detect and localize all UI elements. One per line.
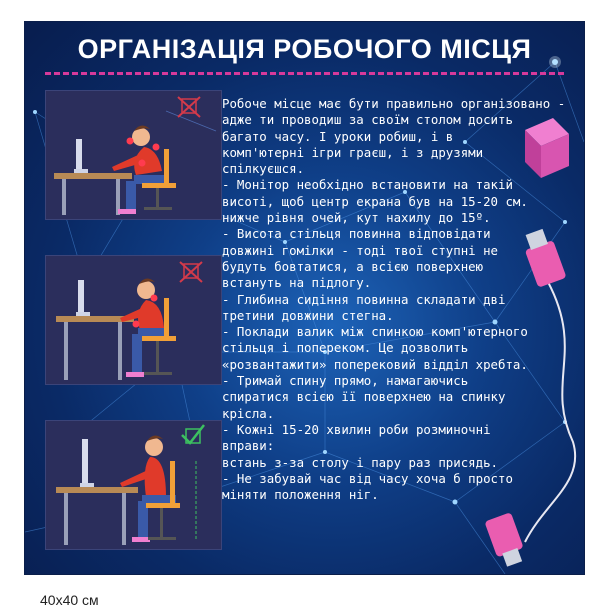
instruction-line: - Глибина сидіння повинна складати дві	[222, 291, 506, 307]
poster	[25, 22, 584, 574]
instruction-line: вправи:	[222, 438, 275, 454]
instruction-line: спиратися всією її поверхнею на спинку	[222, 389, 506, 405]
instruction-line: багато часу. І уроки робиш, і в	[222, 128, 454, 144]
instruction-line: крісла.	[222, 405, 275, 421]
poster-title: ОРГАНІЗАЦІЯ РОБОЧОГО МІСЦЯ	[77, 34, 532, 64]
instruction-line: адже ти проводиш за своїм столом досить	[222, 112, 513, 128]
instruction-line: - Кожні 15-20 хвилин роби розминочні	[222, 421, 491, 437]
instruction-line: комп'ютерні ігри граєш, і з друзями	[222, 144, 484, 160]
posture-panel-wrong-2	[45, 255, 222, 385]
posture-panel-wrong-1	[45, 90, 222, 220]
instruction-line: стільця і поперeком. Це дозволить	[222, 340, 469, 356]
instruction-line: - Поклади валик між спинкою комп'ютерного	[222, 324, 528, 340]
instruction-line: довжині гомілки - тоді твої ступні не	[222, 242, 499, 258]
instruction-line: Робоче місце має бути правильно організовано -	[222, 96, 566, 111]
instruction-line: - Висота стільця повинна відповідати	[222, 226, 491, 242]
instruction-line: нижче рівня очей, кут нахилу до 15º.	[222, 210, 491, 226]
instruction-line: спілкуєшся.	[222, 161, 305, 177]
instruction-line: - Монітор необхідно встановити на такій	[222, 177, 513, 193]
instruction-line: міняти положення ніг.	[222, 487, 379, 503]
title-divider	[45, 72, 564, 75]
instruction-line: третини довжини стегна.	[222, 307, 394, 323]
instruction-line: висоті, щоб центр екрана був на 15-20 см.	[222, 193, 528, 209]
instruction-line: «розвантажити» поперековий відділ хребта.	[222, 356, 528, 372]
posture-panel-correct	[45, 420, 222, 550]
instruction-line: встануть на підлогу.	[222, 275, 372, 291]
size-caption: 40x40 см	[40, 592, 99, 608]
instructions-text	[222, 96, 577, 503]
instruction-line: встань з-за столу і пару раз присядь.	[222, 454, 499, 470]
instruction-line: - Не забувай час від часу хоча б просто	[222, 470, 513, 486]
instruction-line: будуть бовтатися, а всією поверхнею	[222, 258, 484, 274]
instruction-line: - Тримай спину прямо, намагаючись	[222, 373, 469, 389]
